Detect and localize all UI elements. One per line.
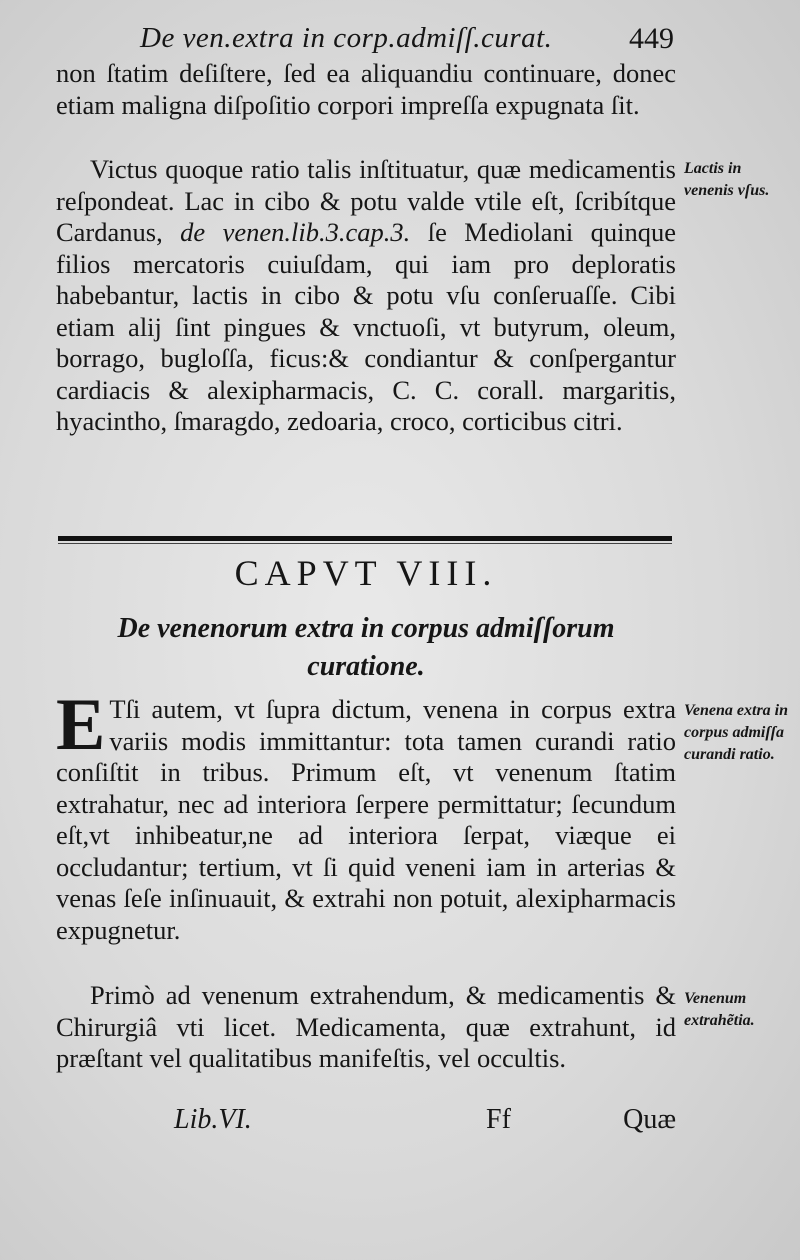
citation-cardanus: de venen.lib.3.cap.3. [180,217,411,247]
paragraph-2-text-a: Victus quoque ratio talis inſtituatur, quæ medicamentis reſpondeat. Lac in cibo & potu valde vtile eſt, ſcribítque Cardanus, [56,154,676,247]
footer-signature: Ff [486,1104,511,1135]
section-rule-thin [58,543,672,544]
paragraph-continuation [56,58,676,121]
paragraph-2-text-b: ſe Mediolani quinque filios mercatoris cuiuſdam, qui iam pro deploratis habebantur, lactis in cibo & potu vſu conſeruaſſe. Cibi etiam alij ſint pingues & vnctuoſi, vt butyrum, oleum, borrago, bugloſſa, ficus:& condiantur & conſpergantur cardiacis & alexipharmacis, C. C. corall. margaritis, hyacintho, ſmaragdo, zedoaria, croco, corticibus citri. [56,217,676,436]
paragraph-etsi [56,684,676,946]
paragraph-2 [56,154,676,438]
footer-catchword: Quæ [623,1104,676,1135]
page-footer [56,1104,676,1144]
margin-note-venenum: Venenum extrahẽtia. [684,990,755,1029]
chapter-heading: CAPVT VIII. [234,553,498,593]
margin-note-lactis: Lactis in venenis vſus. [684,160,770,199]
paragraph-3-text: Tſi autem, vt ſupra dictum, venena in corpus extra variis modis immittantur: tota tamen curandi ratio conſiſtit in tribus. Primum eſt, vt venenum ſtatim extrahatur, nec ad interiora ſerpere permittatur; ſecundum eſt,vt inhibeatur,ne ad interiora ſerpat, viæque ei occludantur; tertium, vt ſi quid veneni iam in arterias & venas ſeſe inſinuauit, & extrahi non potuit, alexipharmacis expugnetur. [56,694,676,945]
paragraph-victus [56,154,676,438]
paragraph-primo [56,980,676,1075]
drop-cap: E [56,684,106,766]
margin-note-venena: Venena extra in corpus admiſſa curandi ratio. [684,702,789,763]
section-rule [58,536,672,541]
page-number: 449 [629,22,674,55]
running-header [60,20,680,60]
footer-book: Lib.VI. [174,1104,252,1135]
chapter-subtitle: De venenorum extra in corpus admiſſorum curatione. [117,613,615,682]
running-title: De ven.extra in corp.admiſſ.curat. [140,22,553,54]
paragraph-1-text: non ſtatim deſiſtere, ſed ea aliquandiu continuare, donec etiam maligna diſpoſitio corpori impreſſa expugnata ſit. [56,58,676,120]
paragraph-4-text: Primò ad venenum extrahendum, & medicamentis & Chirurgiâ vti licet. Medicamenta, quæ extrahunt, id præſtant vel qualitatibus manifeſtis, vel occultis. [56,980,676,1073]
paragraph-3 [56,684,676,946]
